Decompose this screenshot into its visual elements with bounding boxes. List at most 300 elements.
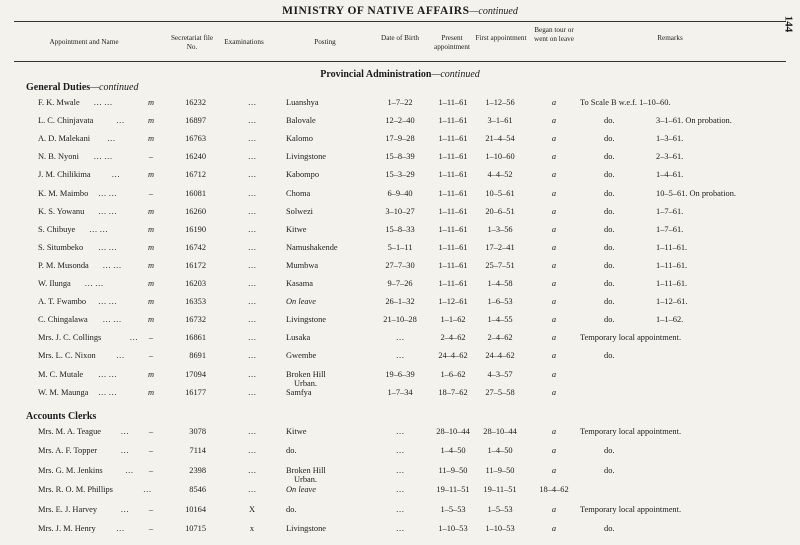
- file-number: 7114: [189, 446, 206, 456]
- posting-line: Livingstone: [286, 524, 327, 533]
- posting: [286, 351, 316, 360]
- present-appointment: 1–6–62: [440, 369, 466, 379]
- tour-status: a: [551, 152, 557, 162]
- posting: [286, 207, 313, 216]
- file-number: 3078: [189, 427, 206, 436]
- first-appointment: 1–6–53: [487, 297, 513, 307]
- marital-flag: –: [148, 333, 154, 343]
- present-appointment: 1–11–61: [438, 116, 468, 126]
- leader-dots: …: [116, 116, 125, 126]
- examinations: …: [247, 369, 257, 379]
- date-of-birth: 9–7–26: [387, 279, 413, 288]
- marital-flag: –: [148, 427, 154, 436]
- tour-status: a: [551, 224, 557, 234]
- group-suffix: —continued: [90, 82, 139, 93]
- tour-status: a: [551, 369, 557, 379]
- remarks-date: 1–11–61.: [656, 279, 688, 288]
- remarks: do.: [604, 134, 615, 144]
- posting-line: Kabompo: [286, 170, 320, 180]
- posting-line: Livingstone: [286, 315, 327, 325]
- posting-line: Luanshya: [286, 98, 319, 107]
- table-row: [0, 333, 800, 350]
- first-appointment: 1–10–60: [485, 152, 515, 162]
- tour-status: a: [551, 170, 557, 180]
- staff-name: A. D. Malekani: [38, 134, 91, 144]
- tour-status: a: [551, 387, 557, 397]
- leader-dots: … …: [93, 152, 113, 162]
- remarks: do.: [604, 351, 615, 361]
- staff-name: K. S. Yowanu: [38, 206, 85, 216]
- posting: [286, 315, 326, 324]
- examinations: …: [247, 98, 257, 107]
- present-appointment: 1–1–62: [440, 315, 466, 325]
- file-number: 16172: [185, 260, 206, 270]
- examinations: …: [247, 134, 257, 144]
- table-row: [0, 134, 800, 151]
- posting: [286, 427, 306, 436]
- date-of-birth: 15–8–33: [385, 224, 415, 234]
- file-number: 16190: [185, 224, 206, 234]
- present-appointment: 1–11–61: [438, 188, 468, 198]
- first-appointment: 11–9–50: [485, 465, 515, 475]
- leader-dots: … …: [102, 315, 122, 325]
- leader-dots: … …: [102, 260, 122, 270]
- posting: [286, 485, 316, 494]
- remarks: do.: [604, 188, 615, 198]
- tour-status: a: [551, 315, 557, 325]
- first-appointment: 4–3–57: [487, 369, 513, 379]
- staff-name: S. Chibuye: [38, 224, 76, 234]
- posting: [286, 261, 318, 270]
- date-of-birth: 12–2–40: [385, 116, 415, 126]
- first-appointment: 20–6–51: [485, 206, 515, 216]
- file-number: 10715: [185, 524, 206, 533]
- present-appointment: 1–4–50: [440, 446, 466, 456]
- tour-status: a: [551, 260, 557, 270]
- first-appointment: 25–7–51: [485, 260, 515, 270]
- date-of-birth: …: [395, 524, 405, 533]
- col-header-dob: Date of Birth: [381, 34, 419, 42]
- first-appointment: 1–10–53: [485, 524, 515, 533]
- col-header-tour: Began tour or went on leave: [534, 26, 574, 43]
- remarks: Temporary local appointment.: [580, 333, 682, 343]
- tour-status: a: [551, 116, 557, 126]
- examinations: x: [249, 524, 255, 533]
- first-appointment: 1–12–56: [485, 98, 515, 107]
- col-header-appointment: Appointment and Name: [49, 38, 119, 46]
- date-of-birth: 27–7–30: [385, 260, 415, 270]
- file-number: 17094: [185, 369, 206, 379]
- posting: [286, 279, 313, 288]
- posting-line: Mumbwa: [286, 260, 319, 270]
- first-appointment: 1–5–53: [487, 504, 513, 514]
- examinations: …: [247, 387, 257, 397]
- posting: [286, 116, 316, 125]
- date-of-birth: 21–10–28: [383, 315, 417, 325]
- group-title: Accounts Clerks: [26, 411, 97, 422]
- tour-status: a: [551, 351, 557, 361]
- posting-line: Namushakende: [286, 242, 338, 252]
- marital-flag: –: [148, 504, 154, 514]
- date-of-birth: 6–9–40: [387, 188, 413, 198]
- date-of-birth: 26–1–32: [385, 297, 415, 307]
- first-appointment: 24–4–62: [485, 351, 515, 361]
- table-row: [0, 279, 800, 296]
- table-row: [0, 505, 800, 522]
- first-appointment: 1–4–58: [487, 279, 513, 288]
- examinations: …: [247, 427, 257, 436]
- col-header-exams: Examinations: [224, 38, 264, 46]
- date-of-birth: …: [395, 446, 405, 456]
- table-row: [0, 485, 800, 502]
- table-row: [0, 116, 800, 133]
- marital-flag: m: [147, 242, 155, 252]
- date-of-birth: …: [395, 351, 405, 361]
- table-row: [0, 152, 800, 169]
- examinations: …: [247, 116, 257, 126]
- group-title: General Duties: [26, 82, 91, 93]
- leader-dots: …: [120, 427, 129, 436]
- posting-line: Lusaka: [286, 333, 311, 343]
- marital-flag: m: [147, 170, 155, 180]
- posting-line: Gwembe: [286, 351, 317, 361]
- leader-dots: …: [120, 446, 129, 456]
- leader-dots: … …: [84, 279, 104, 288]
- header-top-rule: [14, 21, 786, 22]
- posting: [286, 243, 338, 252]
- posting: [286, 134, 313, 143]
- posting-line: Kitwe: [286, 427, 307, 436]
- table-row: [0, 370, 800, 387]
- examinations: …: [247, 188, 257, 198]
- posting: [286, 370, 326, 388]
- posting-line: On leave: [286, 485, 316, 495]
- posting-line: Solwezi: [286, 206, 313, 216]
- posting-line: do.: [286, 446, 297, 456]
- remarks: do.: [604, 152, 615, 162]
- posting-line: Broken Hill: [286, 369, 326, 379]
- posting: [286, 98, 319, 107]
- present-appointment: 19–11–51: [436, 485, 470, 495]
- staff-name: W. M. Maunga: [38, 387, 89, 397]
- present-appointment: 24–4–62: [438, 351, 468, 361]
- posting-line: Broken Hill: [286, 465, 326, 475]
- file-number: 16260: [185, 206, 206, 216]
- marital-flag: –: [148, 524, 154, 533]
- leader-dots: … …: [98, 188, 117, 198]
- remarks-date: 1–11–61.: [656, 260, 688, 270]
- remarks: do.: [604, 297, 615, 307]
- file-number: 16861: [185, 333, 206, 343]
- remarks-date: 1–4–61.: [656, 170, 684, 180]
- first-appointment: 10–5–61: [485, 188, 515, 198]
- tour-status: a: [551, 427, 557, 436]
- file-number: 16732: [185, 315, 206, 325]
- leader-dots: … …: [98, 387, 117, 397]
- remarks-date: 1–7–61.: [656, 206, 684, 216]
- posting: [286, 446, 296, 455]
- table-row: [0, 261, 800, 278]
- page-number: 144: [781, 15, 794, 33]
- remarks-date: 1–11–61.: [656, 242, 688, 252]
- col-header-present: Present appointment: [434, 34, 470, 51]
- table-row: [0, 351, 800, 368]
- leader-dots: …: [111, 170, 120, 180]
- present-appointment: 11–9–50: [438, 465, 468, 475]
- col-header-remarks: Remarks: [657, 34, 683, 42]
- leader-dots: …: [125, 465, 134, 475]
- first-appointment: 3–1–61: [487, 116, 513, 126]
- present-appointment: 1–10–53: [438, 524, 468, 533]
- file-number: 2398: [189, 465, 206, 475]
- staff-name: Mrs. M. A. Teague: [38, 427, 101, 436]
- examinations: …: [247, 242, 257, 252]
- staff-name: Mrs. J. M. Henry: [38, 524, 96, 533]
- staff-name: W. Ilunga: [38, 279, 71, 288]
- remarks-date: 2–3–61.: [656, 152, 684, 162]
- present-appointment: 2–4–62: [440, 333, 466, 343]
- date-of-birth: …: [395, 427, 405, 436]
- date-of-birth: …: [395, 333, 405, 343]
- staff-name: P. M. Musonda: [38, 260, 89, 270]
- table-row: [0, 315, 800, 332]
- staff-name: J. M. Chilikima: [38, 170, 91, 180]
- remarks-date: 3–1–61. On probation.: [656, 116, 732, 126]
- remarks: do.: [604, 260, 615, 270]
- present-appointment: 1–11–61: [438, 152, 468, 162]
- tour-status: a: [551, 279, 557, 288]
- staff-name: L. C. Chinjavata: [38, 116, 94, 126]
- tour-status: a: [551, 504, 557, 514]
- remarks: To Scale B w.e.f. 1–10–60.: [580, 98, 671, 107]
- remarks: do.: [604, 242, 615, 252]
- file-number: 16763: [185, 134, 206, 144]
- posting-line: Kalomo: [286, 134, 313, 144]
- tour-status: a: [551, 297, 557, 307]
- posting: [286, 333, 310, 342]
- staff-name: Mrs. G. M. Jenkins: [38, 465, 103, 475]
- table-row: [0, 466, 800, 483]
- leader-dots: … …: [98, 206, 117, 216]
- examinations: …: [247, 170, 257, 180]
- staff-name: M. C. Mutale: [38, 369, 84, 379]
- staff-name: Mrs. L. C. Nixon: [38, 351, 96, 361]
- table-row: [0, 297, 800, 314]
- examinations: …: [247, 260, 257, 270]
- file-number: 16177: [185, 387, 206, 397]
- posting: [286, 170, 319, 179]
- first-appointment: 21–4–54: [485, 134, 515, 144]
- marital-flag: –: [148, 351, 154, 361]
- staff-name: Mrs. E. J. Harvey: [38, 504, 98, 514]
- leader-dots: …: [107, 134, 116, 144]
- marital-flag: –: [148, 188, 154, 198]
- posting-line: Balovale: [286, 116, 316, 126]
- staff-name: Mrs. J. C. Collings: [38, 333, 102, 343]
- table-row: [0, 207, 800, 224]
- table-row: [0, 243, 800, 260]
- tour-status: a: [551, 333, 557, 343]
- table-row: [0, 524, 800, 541]
- staff-name: S. Situmbeko: [38, 242, 84, 252]
- remarks: do.: [604, 224, 615, 234]
- group-heading: [26, 82, 138, 93]
- posting-line-2: Urban.: [294, 378, 318, 388]
- posting-line: Livingstone: [286, 152, 327, 162]
- table-row: [0, 446, 800, 463]
- remarks-date: 1–1–62.: [656, 315, 684, 325]
- first-appointment: 19–11–51: [483, 485, 517, 495]
- marital-flag: m: [147, 116, 155, 126]
- posting: [286, 225, 306, 234]
- examinations: …: [247, 206, 257, 216]
- staff-name: N. B. Nyoni: [38, 152, 79, 162]
- tour-status: a: [551, 465, 557, 475]
- first-appointment: 1–4–55: [487, 315, 513, 325]
- file-number: 16712: [185, 170, 206, 180]
- present-appointment: 1–5–53: [440, 504, 466, 514]
- tour-status: a: [551, 188, 557, 198]
- leader-dots: …: [120, 504, 129, 514]
- marital-flag: m: [147, 134, 155, 144]
- marital-flag: m: [147, 279, 155, 288]
- posting: [286, 152, 326, 161]
- examinations: …: [247, 297, 257, 307]
- date-of-birth: 17–9–28: [385, 134, 415, 144]
- examinations: …: [247, 333, 257, 343]
- first-appointment: 27–5–58: [485, 387, 515, 397]
- posting: [286, 466, 326, 484]
- present-appointment: 1–11–61: [438, 98, 468, 107]
- file-number: 10164: [185, 504, 206, 514]
- posting-line: Kitwe: [286, 224, 307, 234]
- staff-name: C. Chingalawa: [38, 315, 88, 325]
- remarks-date: 1–3–61.: [656, 134, 684, 144]
- examinations: …: [247, 485, 257, 495]
- leader-dots: …: [129, 333, 138, 343]
- remarks: do.: [604, 279, 615, 288]
- first-appointment: 1–4–50: [487, 446, 513, 456]
- file-number: 16240: [185, 152, 206, 162]
- present-appointment: 1–11–61: [438, 134, 468, 144]
- present-appointment: 1–11–61: [438, 260, 468, 270]
- col-header-first: First appointment: [475, 34, 527, 42]
- leader-dots: … …: [98, 369, 117, 379]
- remarks: Temporary local appointment.: [580, 504, 682, 514]
- table-row: [0, 189, 800, 206]
- first-appointment: 17–2–41: [485, 242, 515, 252]
- remarks: do.: [604, 116, 615, 126]
- posting: [286, 505, 296, 514]
- staff-name: A. T. Fwambo: [38, 297, 87, 307]
- posting: [286, 524, 326, 533]
- posting-line: On leave: [286, 297, 316, 307]
- examinations: …: [247, 351, 257, 361]
- tour-status: 18–4–62: [539, 485, 569, 495]
- first-appointment: 1–3–56: [487, 224, 513, 234]
- posting: [286, 189, 310, 198]
- posting-line-2: Urban.: [294, 474, 318, 484]
- leader-dots: …: [143, 485, 152, 495]
- file-number: 16232: [185, 98, 206, 107]
- remarks: do.: [604, 446, 615, 456]
- posting-line: Samfya: [286, 387, 312, 397]
- marital-flag: –: [148, 465, 154, 475]
- page-title: MINISTRY OF NATIVE AFFAIRS—continued: [282, 5, 518, 17]
- marital-flag: m: [147, 369, 155, 379]
- examinations: …: [247, 152, 257, 162]
- date-of-birth: 19–6–39: [385, 369, 415, 379]
- section-heading: Provincial Administration—continued: [320, 69, 480, 80]
- leader-dots: … …: [93, 98, 113, 107]
- first-appointment: 2–4–62: [487, 333, 513, 343]
- remarks: do.: [604, 170, 615, 180]
- examinations: …: [247, 224, 257, 234]
- posting-line: do.: [286, 504, 297, 514]
- examinations: …: [247, 446, 257, 456]
- posting-line: Choma: [286, 188, 311, 198]
- leader-dots: … …: [98, 242, 117, 252]
- first-appointment: 28–10–44: [483, 427, 517, 436]
- remarks: do.: [604, 315, 615, 325]
- file-number: 16742: [185, 242, 206, 252]
- date-of-birth: 15–8–39: [385, 152, 415, 162]
- tour-status: a: [551, 524, 557, 533]
- present-appointment: 1–11–61: [438, 279, 468, 288]
- present-appointment: 1–12–61: [438, 297, 468, 307]
- col-header-file: Secretariat file No.: [170, 34, 214, 51]
- file-number: 16353: [185, 297, 206, 307]
- leader-dots: …: [116, 524, 125, 533]
- file-number: 16897: [185, 116, 206, 126]
- marital-flag: m: [147, 297, 155, 307]
- remarks: do.: [604, 465, 615, 475]
- examinations: …: [247, 465, 257, 475]
- marital-flag: –: [148, 152, 154, 162]
- leader-dots: … …: [98, 297, 117, 307]
- tour-status: a: [551, 242, 557, 252]
- staff-name: K. M. Maimbo: [38, 188, 89, 198]
- date-of-birth: 1–7–34: [387, 387, 413, 397]
- file-number: 8691: [189, 351, 206, 361]
- marital-flag: m: [147, 98, 155, 107]
- file-number: 16203: [185, 279, 206, 288]
- tour-status: a: [551, 98, 557, 107]
- leader-dots: … …: [89, 224, 108, 234]
- header-bottom-rule: [14, 61, 786, 62]
- posting-line: Kasama: [286, 279, 313, 288]
- marital-flag: m: [147, 315, 155, 325]
- group-heading: [26, 411, 96, 422]
- leader-dots: …: [116, 351, 125, 361]
- staff-name: Mrs. A. F. Topper: [38, 446, 98, 456]
- date-of-birth: 3–10–27: [385, 206, 415, 216]
- marital-flag: m: [147, 224, 155, 234]
- remarks: Temporary local appointment.: [580, 427, 682, 436]
- present-appointment: 1–11–61: [438, 170, 468, 180]
- marital-flag: m: [147, 387, 155, 397]
- remarks-date: 1–12–61.: [656, 297, 688, 307]
- remarks: do.: [604, 524, 615, 533]
- present-appointment: 1–11–61: [438, 224, 468, 234]
- posting: [286, 297, 316, 306]
- col-header-posting: Posting: [314, 38, 336, 46]
- marital-flag: m: [147, 260, 155, 270]
- tour-status: a: [551, 206, 557, 216]
- table-row: [0, 427, 800, 444]
- file-number: 8546: [189, 485, 206, 495]
- present-appointment: 18–7–62: [438, 387, 468, 397]
